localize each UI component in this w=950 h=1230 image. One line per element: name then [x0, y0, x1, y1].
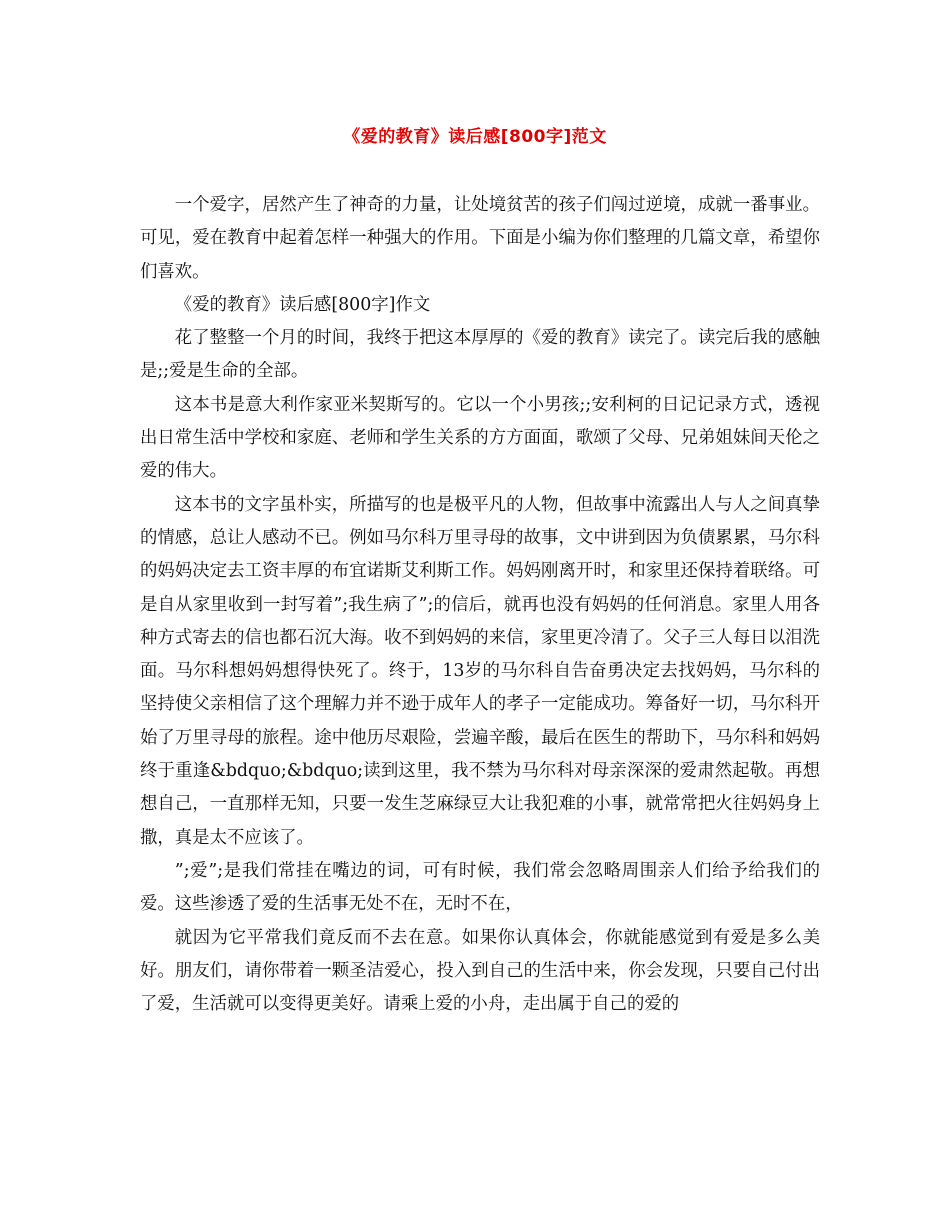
document-title: 《爱的教育》读后感[800字]范文: [343, 127, 607, 147]
paragraph-1: 花了整整一个月的时间，我终于把这本厚厚的《爱的教育》读完了。读完后我的感触是;;爱是生命的全部。: [140, 328, 820, 382]
paragraph-subtitle: 《爱的教育》读后感[800字]作文: [174, 294, 431, 315]
paragraph-5: 就因为它平常我们竟反而不去在意。如果你认真体会，你就能感觉到有爱是多么美好。朋友们，请你带着一颗圣洁爱心，投入到自己的生活中来，你会发现，只要自己付出了爱，生活就可以变得更美好。请乘上爱的小舟，走出属于自己的爱的: [140, 927, 820, 1015]
document-body: [140, 189, 820, 1021]
paragraph-3: 这本书的文字虽朴实，所描写的也是极平凡的人物，但故事中流露出人与人之间真挚的情感，总让人感动不已。例如马尔科万里寻母的故事，文中讲到因为负债累累，马尔科的妈妈决定去工资丰厚的布宜诺斯艾利斯工作。妈妈刚离开时，和家里还保持着联络。可是自从家里收到一封写着”;我生病了”;的信后，就再也没有妈妈的任何消息。家里人用各种方式寄去的信也都石沉大海。收不到妈妈的来信，家里更冷清了。父子三人每日以泪洗面。马尔科想妈妈想得快死了。终于，13岁的马尔科自告奋勇决定去找妈妈，马尔科的坚持使父亲相信了这个理解力并不逊于成年人的孝子一定能成功。筹备好一切，马尔科开始了万里寻母的旅程。途中他历尽艰险，尝遍辛酸，最后在医生的帮助下，马尔科和妈妈终于重逢&bdquo;&bdquo;读到这里，我不禁为马尔科对母亲深深的爱肃然起敬。再想想自己，一直那样无知，只要一发生芝麻绿豆大让我犯难的小事，就常常把火往妈妈身上撒，真是太不应该了。: [140, 494, 820, 848]
paragraph-intro: 一个爱字，居然产生了神奇的力量，让处境贫苦的孩子们闯过逆境，成就一番事业。可见，爱在教育中起着怎样一种强大的作用。下面是小编为你们整理的几篇文章，希望你们喜欢。: [140, 195, 820, 282]
paragraph-4: ”;爱”;是我们常挂在嘴边的词，可有时候，我们常会忽略周围亲人们给予给我们的爱。这些渗透了爱的生活事无处不在，无时不在，: [140, 860, 820, 915]
paragraph-2: 这本书是意大利作家亚米契斯写的。它以一个小男孩;;安利柯的日记记录方式，透视出日常生活中学校和家庭、老师和学生关系的方方面面，歌颂了父母、兄弟姐妹间天伦之爱的伟大。: [140, 394, 820, 482]
